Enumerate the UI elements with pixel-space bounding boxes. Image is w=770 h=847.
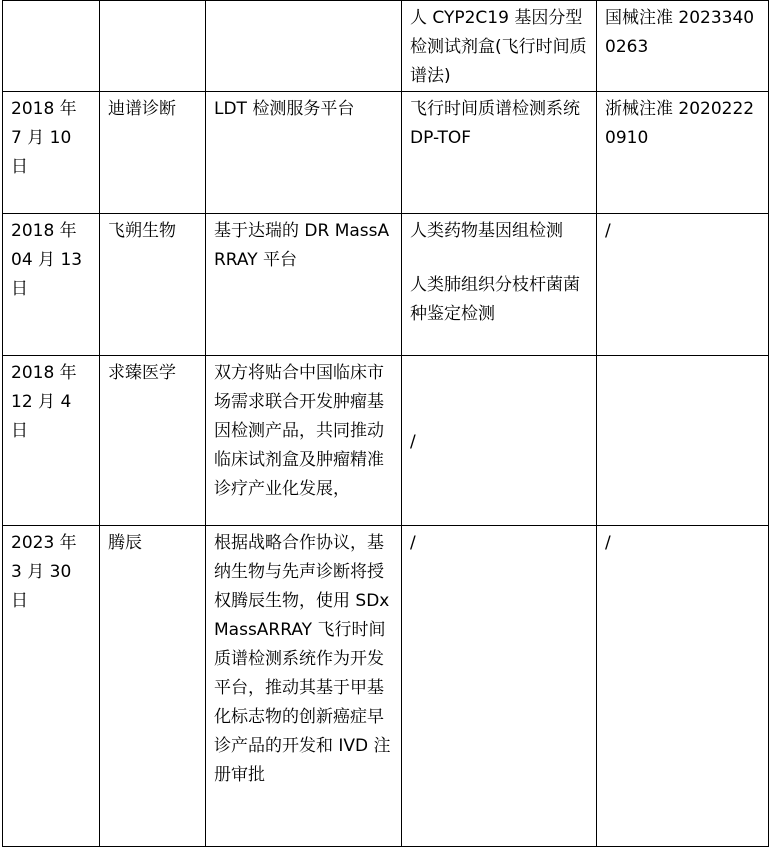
date-cell: 2018 年 04 月 13 日 — [3, 214, 100, 356]
registration-cell: / — [597, 214, 769, 356]
product-text: / — [410, 431, 416, 452]
registration-cell — [597, 356, 769, 526]
content-cell: LDT 检测服务平台 — [206, 92, 402, 214]
product-text: 人类肺组织分枝杆菌菌种鉴定检测 — [410, 275, 580, 324]
table-row — [3, 214, 769, 356]
date-cell: 2018 年 7 月 10 日 — [3, 92, 100, 214]
product-text: 人类药物基因组检测 — [410, 221, 563, 241]
table-row — [3, 356, 769, 526]
paragraph-gap — [410, 246, 588, 271]
product-cell — [402, 92, 597, 214]
product-text: 人 CYP2C19 基因分型检测试剂盒(飞行时间质谱法) — [410, 8, 587, 86]
partner-cell: 腾辰 — [100, 526, 206, 847]
registration-cell: 国械注准 20233400263 — [597, 1, 769, 92]
partner-cell: 飞朔生物 — [100, 214, 206, 356]
registration-cell: / — [597, 526, 769, 847]
table-row — [3, 526, 769, 847]
product-cell — [402, 214, 597, 356]
table-row — [3, 92, 769, 214]
partner-cell: 求臻医学 — [100, 356, 206, 526]
partner-cell — [100, 1, 206, 92]
registration-cell: 浙械注准 20202220910 — [597, 92, 769, 214]
date-cell: 2023 年 3 月 30 日 — [3, 526, 100, 847]
date-cell — [3, 1, 100, 92]
product-text: / — [410, 533, 416, 553]
date-cell: 2018 年 12 月 4 日 — [3, 356, 100, 526]
product-cell — [402, 526, 597, 847]
product-cell — [402, 356, 597, 526]
product-text: 飞行时间质谱检测系统 DP-TOF — [410, 99, 580, 148]
content-cell: 基于达瑞的 DR MassARRAY 平台 — [206, 214, 402, 356]
content-cell: 根据战略合作协议，基纳生物与先声诊断将授权腾辰生物，使用 SDx MassARRAY 飞行时间质谱检测系统作为开发平台，推动其基于甲基化标志物的创新癌症早诊产品的开发和 IVD 注册审批 — [206, 526, 402, 847]
content-cell — [206, 1, 402, 92]
cooperation-table — [2, 0, 769, 847]
content-cell: 双方将贴合中国临床市场需求联合开发肿瘤基因检测产品，共同推动临床试剂盒及肿瘤精准诊疗产业化发展， — [206, 356, 402, 526]
partner-cell: 迪谱诊断 — [100, 92, 206, 214]
table-row — [3, 1, 769, 92]
product-cell — [402, 1, 597, 92]
